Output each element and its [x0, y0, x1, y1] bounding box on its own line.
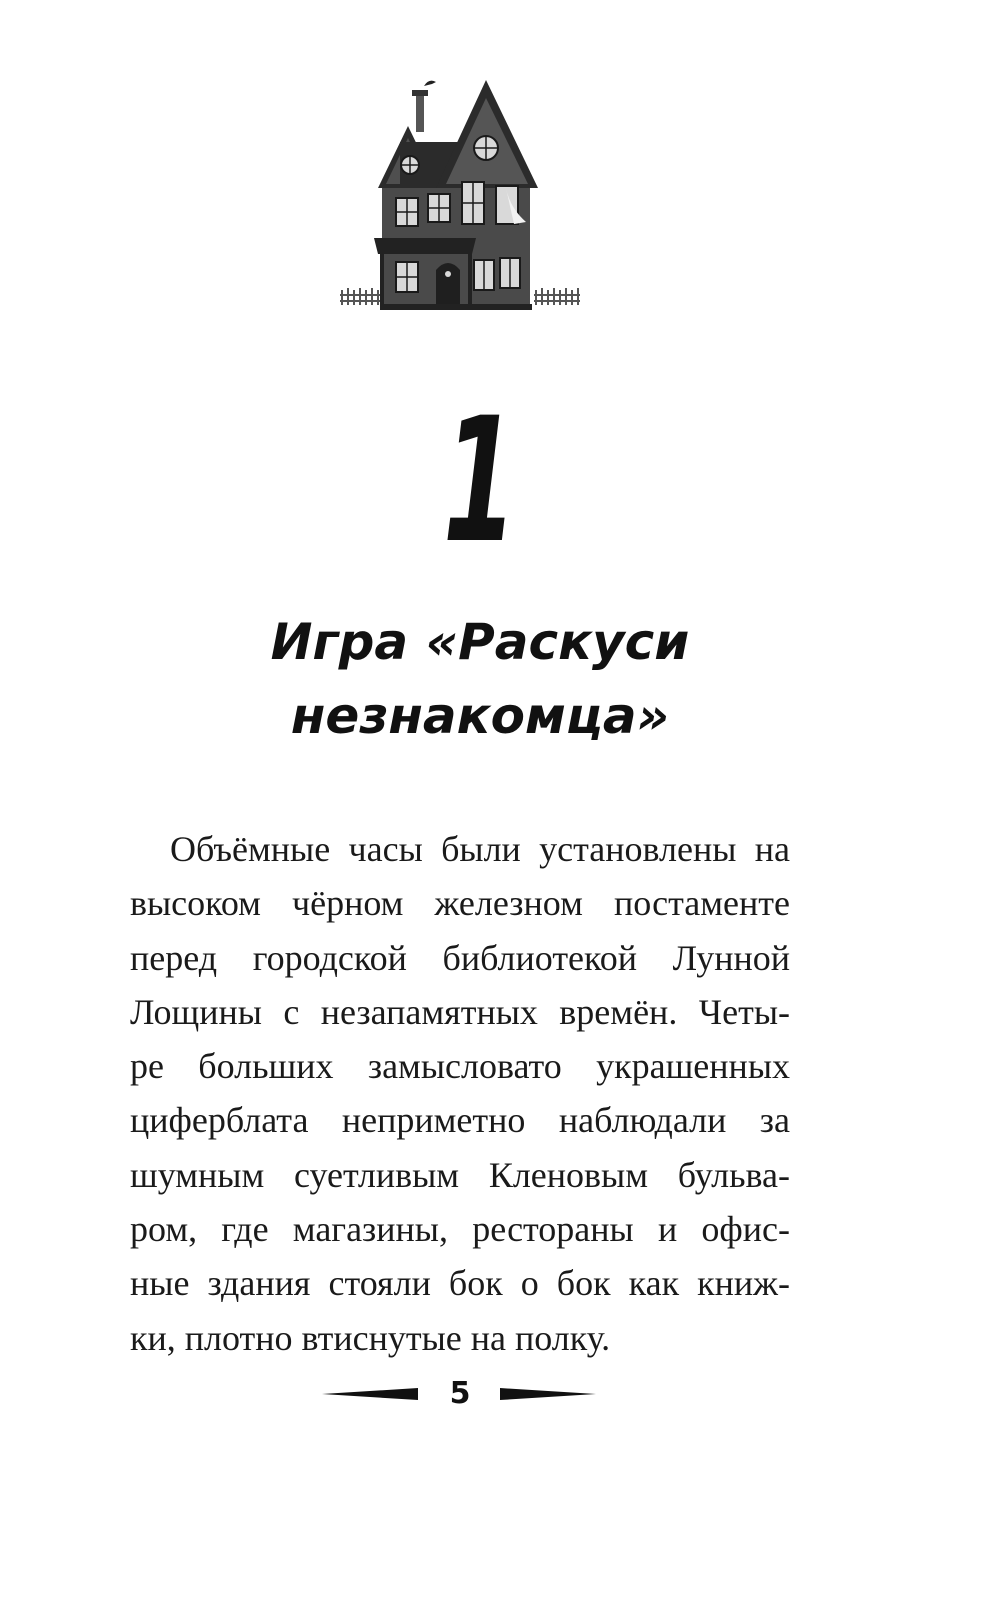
text-line: перед городской библиотекой Лунной — [130, 937, 790, 978]
text-line: высоком чёрном железном постаменте — [130, 883, 790, 924]
right-ornament-icon — [500, 1386, 596, 1402]
chapter-number: 1 — [442, 380, 518, 581]
chapter-title-line: Игра «Раскуси — [270, 613, 690, 671]
text-line: ные здания стояли бок о бок как книж- — [130, 1263, 790, 1304]
text-line: Объёмные часы были установлены на — [170, 829, 790, 869]
text-line: ки, плотно втиснутые на полку. — [130, 1317, 611, 1358]
text-line: ром, где магазины, рестораны и офис- — [130, 1209, 790, 1250]
page-footer — [0, 1372, 960, 1422]
page-number: 5 — [449, 1376, 471, 1411]
text-line: циферблата неприметно наблюдали за — [130, 1100, 790, 1141]
left-ornament-icon — [322, 1386, 418, 1402]
text-line: Лощины с незапамятных времён. Четы- — [130, 991, 790, 1032]
text-line: шумным суетливым Кленовым бульва- — [130, 1154, 790, 1195]
chapter-title — [0, 605, 960, 753]
haunted-house-icon — [340, 70, 610, 330]
text-line: ре больших замысловато украшенных — [130, 1046, 790, 1087]
body-paragraph — [130, 822, 790, 1365]
chapter-title-line: незнакомца» — [290, 687, 670, 745]
